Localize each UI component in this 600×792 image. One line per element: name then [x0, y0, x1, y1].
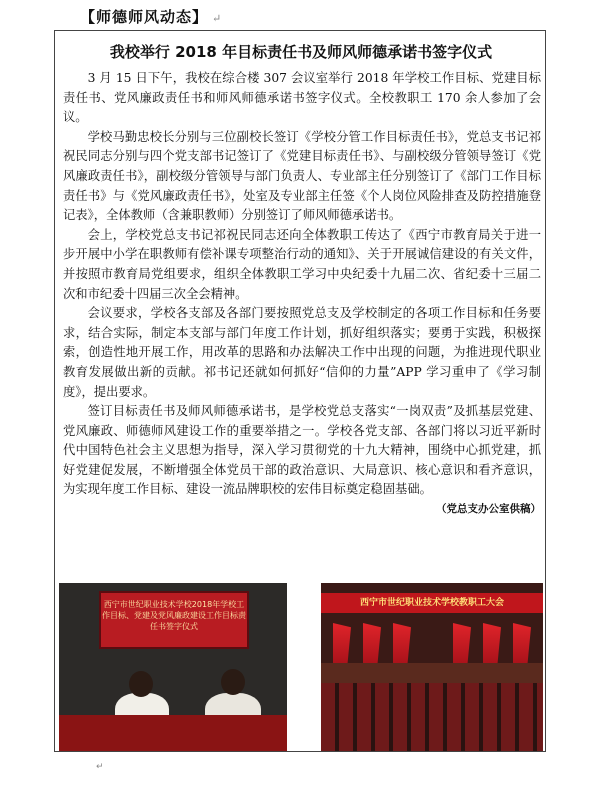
paragraph-5 [63, 402, 541, 516]
red-flag [483, 623, 501, 665]
paragraph-3: 会上，学校党总支书记祁祝民同志还向全体教职工传达了《西宁市教育局关于进一步开展中小学在职教师有偿补课专项整治行动的通知》、关于开展诚信建设的有关文件，并按照市教育局党组要求，组织全体教职工学习中央纪委十九届二次、省纪委十三届二次和市纪委十四届三次全会精神。 [63, 227, 541, 301]
red-flag [513, 623, 531, 665]
section-tag [80, 6, 222, 27]
paragraph-2: 学校马勤忠校长分别与三位副校长签订《学校分管工作目标责任书》，党总支书记祁祝民同志分别与四个党支部书记签订了《党建目标责任书》、与副校级分管领导签订《党风廉政责任书》，副校级分管领导与部门负责人、专业部主任分别签订了《部门工作目标责任书》与《党风廉政责任书》，处室及专业部主任签《个人岗位风险排查及防控措施登记表》，全体教师（含兼职教师）分别签订了师风师德承诺书。 [63, 129, 541, 223]
projection-screen: 西宁市世纪职业技术学校2018年学校工作目标、党建及党风廉政建设工作目标责任书签字仪式 [99, 591, 249, 649]
audience-seats [321, 683, 543, 751]
paragraph-5-text: 签订目标责任书及师风师德承诺书，是学校党总支落实“一岗双责”及抓基层党建、党风廉政、师德师风建设工作的重要举措之一。学校各党支部、各部门将以习近平新时代中国特色社会主义思想为指导，深入学习贯彻党的十九大精神，围绕中心抓党建，抓好党建促发展，不断增强全体党员干部的政治意识、大局意识、核心意识和看齐意识，为实现年度工作目标、建设一流品牌职校的宏伟目标奠定稳固基础。 [63, 404, 541, 497]
signing-table [59, 715, 287, 751]
article-title: 我校举行 2018 年目标责任书及师风师德承诺书签字仪式 [109, 43, 493, 61]
article-body [63, 69, 541, 520]
red-flag [363, 623, 381, 665]
paragraph-1: 3 月 15 日下午，我校在综合楼 307 会议室举行 2018 年学校工作目标、党建目标责任书、党风廉政责任书和师风师德承诺书签字仪式。全校教职工 170 余人参加了会议。 [63, 71, 541, 125]
paragraph-mark-icon: ↵ [96, 762, 104, 772]
signer-left-head [129, 671, 153, 697]
paragraph-mark-icon: ↵ [212, 12, 223, 25]
paragraph-4: 会议要求，学校各支部及各部门要按照党总支及学校制定的各项工作目标和任务要求，结合实际，制定本支部与部门年度工作计划，抓好组织落实；要勇于实践，积极探索，创造性地开展工作，用改革的思路和办法解决工作中出现的问题，为推进现代职业教育发展做出新的贡献。祁书记还就如何抓好“信仰的力量”APP 学习重申了《学习制度》，提出要求。 [63, 306, 541, 399]
stage-table [321, 663, 543, 683]
signing-ceremony-photo [59, 583, 287, 751]
red-flag [333, 623, 351, 665]
section-tag-label: 【师德师风动态】 [80, 8, 209, 26]
red-flag [393, 623, 411, 665]
assembly-hall-photo [321, 583, 543, 751]
article-frame [54, 30, 546, 752]
red-flag [453, 623, 471, 665]
signer-right-head [221, 669, 245, 695]
article-credit: （党总支办公室供稿） [436, 503, 541, 516]
hall-banner: 西宁市世纪职业技术学校教职工大会 [321, 593, 543, 613]
